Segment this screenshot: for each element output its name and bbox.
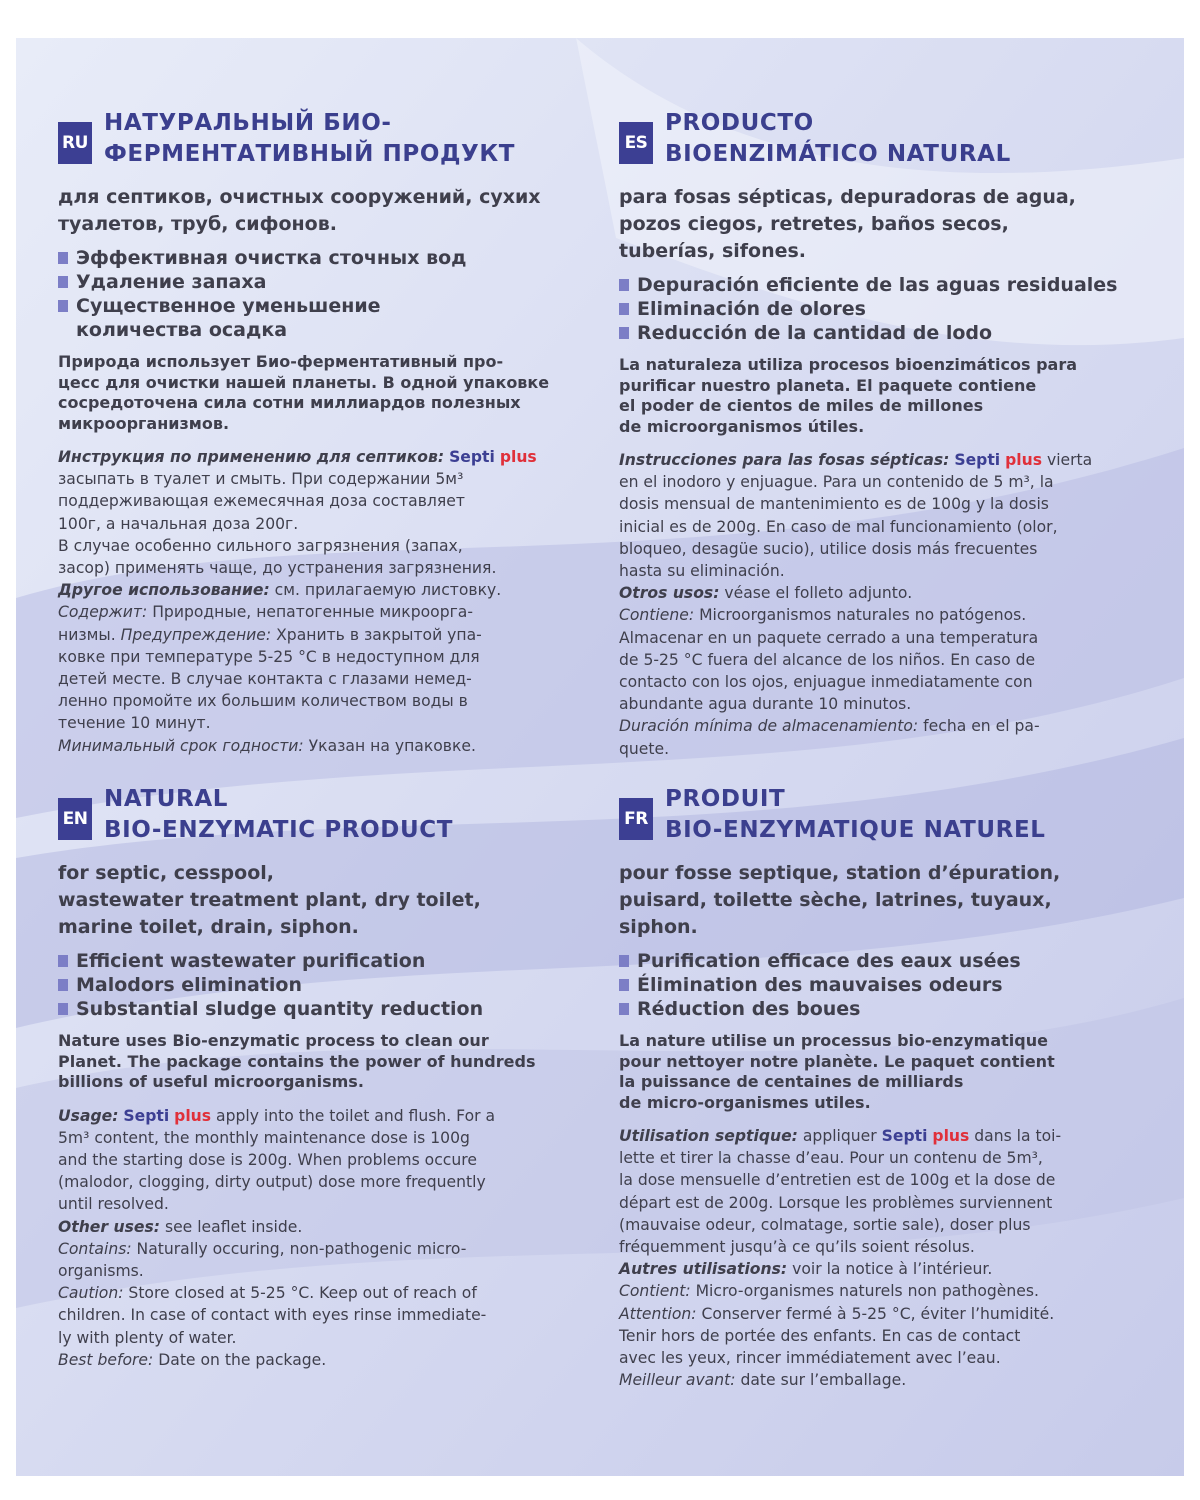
usage-text [58, 446, 588, 757]
best-before-label: Best before: [58, 1350, 154, 1369]
usage-line: inicial es de 200g. En caso de mal funcionamiento (olor, [619, 517, 1058, 536]
usage-line: hasta su eliminación. [619, 562, 785, 581]
bullet-square-icon [619, 303, 629, 315]
best-before-text: Указан на упаковке. [308, 736, 476, 755]
contains-text: низмы. [58, 625, 116, 644]
benefit-item [619, 949, 1149, 973]
bullet-square-icon [619, 955, 629, 967]
usage-line: В случае особенно сильного загрязнения (запах, [58, 536, 463, 555]
usage-line: (mauvaise odeur, colmatage, sortie sale), doser plus [619, 1215, 1031, 1234]
bullet-square-icon [619, 1003, 629, 1015]
nature-line: La nature utilise un processus bio-enzymatique [619, 1031, 1048, 1050]
benefit-item [58, 294, 588, 342]
contains-line: contacto con los ojos, enjuague inmediatamente con [619, 673, 1033, 692]
benefit-text: Eliminación de olores [637, 298, 866, 320]
benefit-item [58, 997, 588, 1021]
package-panel [16, 38, 1184, 1476]
nature-line: la puissance de centaines de milliards [619, 1072, 964, 1091]
intro-line: pour fosse septique, station d’épuration, [619, 862, 1061, 884]
contains-label: Contient: [619, 1282, 691, 1301]
intro-line: for septic, cesspool, [58, 862, 274, 884]
usage-label: Usage: [58, 1106, 119, 1125]
contains-line: abundante agua durante 10 minutos. [619, 695, 912, 714]
benefit-item [58, 949, 588, 973]
brand-name: Septi [954, 451, 1001, 469]
bullet-square-icon [619, 979, 629, 991]
brand-name: Septi [123, 1106, 170, 1125]
contains-line: de 5-25 °C fuera del alcance de los niños. En caso de [619, 650, 1036, 669]
usage-text [619, 449, 1149, 760]
nature-line: микроорганизмов. [58, 413, 230, 433]
caution-label: Attention: [619, 1304, 697, 1323]
caution-text: Хранить в закрытой упа- [276, 625, 482, 644]
nature-text [58, 1031, 588, 1093]
nature-text [619, 1031, 1149, 1113]
contains-text: Природные, непатогенные микроорга- [152, 603, 473, 622]
nature-text [619, 355, 1149, 437]
best-before-text: date sur l’emballage. [740, 1371, 907, 1390]
caution-text: Store closed at 5-25 °C. Keep out of reach of [128, 1284, 477, 1303]
section-ru [58, 108, 588, 757]
usage-line: засор) применять чаще, до устранения загрязнения. [58, 559, 497, 578]
usage-label: Utilisation septique: [619, 1127, 798, 1145]
nature-text [58, 352, 588, 434]
section-heading [58, 784, 588, 846]
lang-badge-es: ES [619, 122, 653, 164]
caution-line: детей месте. В случае контакта с глазами немед- [58, 670, 472, 689]
section-heading [619, 108, 1149, 170]
benefit-item [619, 973, 1149, 997]
usage-line: départ est de 200g. Lorsque les problèmes surviennent [619, 1193, 1053, 1212]
intro-line: para fosas sépticas, depuradoras de agua, [619, 186, 1076, 208]
best-before-label: Meilleur avant: [619, 1371, 736, 1390]
bullet-square-icon [58, 300, 68, 312]
brand-plus: plus [932, 1127, 970, 1145]
lang-badge-fr: FR [619, 798, 653, 840]
lang-badge-en: EN [58, 798, 92, 840]
nature-line: billions of useful microorganisms. [58, 1072, 364, 1091]
benefit-text: Эффективная очистка сточных вод [76, 247, 467, 269]
nature-line: цесс для очистки нашей планеты. В одной упаковке [58, 372, 550, 392]
contains-text: Micro-organismes naturels non pathogènes. [695, 1282, 1039, 1301]
best-before-text: fecha en el pa- [923, 717, 1040, 736]
lang-badge-ru: RU [58, 122, 92, 164]
usage-text [619, 1125, 1149, 1391]
benefit-item [619, 321, 1149, 345]
benefit-item [58, 270, 588, 294]
intro-line: marine toilet, drain, siphon. [58, 916, 359, 938]
caution-line: Tenir hors de portée des enfants. En cas de contact [619, 1326, 1021, 1345]
benefit-item [58, 973, 588, 997]
other-uses-label: Autres utilisations: [619, 1260, 788, 1279]
title-line: НАТУРАЛЬНЫЙ БИО- [104, 110, 392, 136]
intro-line: wastewater treatment plant, dry toilet, [58, 889, 481, 911]
benefit-text: Réduction des boues [637, 998, 861, 1020]
best-before-label: Минимальный срок годности: [58, 736, 304, 755]
benefit-text: Существенное уменьшение [76, 295, 381, 317]
benefit-item [619, 297, 1149, 321]
contains-text: Microorganismos naturales no patógenos. [699, 606, 1027, 625]
brand-plus: plus [174, 1106, 212, 1125]
title-line: BIO-ENZYMATIC PRODUCT [104, 817, 453, 843]
usage-line: засыпать в туалет и смыть. При содержании 5м³ [58, 470, 464, 489]
bullet-square-icon [58, 252, 68, 264]
caution-label: Caution: [58, 1284, 124, 1303]
section-heading [58, 108, 588, 170]
nature-line: purificar nuestro planeta. El paquete contiene [619, 375, 1037, 395]
best-before-text: Date on the package. [158, 1350, 327, 1369]
contains-line: organisms. [58, 1261, 144, 1280]
usage-label: Инструкция по применению для септиков: [58, 448, 445, 466]
other-uses-label: Other uses: [58, 1217, 160, 1236]
brand-name: Septi [881, 1127, 928, 1145]
brand-plus: plus [1005, 451, 1042, 469]
other-uses-label: Otros usos: [619, 584, 720, 603]
other-uses-label: Другое использование: [58, 581, 270, 600]
brand-name: Septi [449, 448, 495, 466]
usage-text: vierta [1046, 451, 1093, 469]
contains-label: Contiene: [619, 606, 695, 625]
caution-line: течение 10 минут. [58, 714, 211, 733]
usage-line: and the starting dose is 200g. When problems occure [58, 1150, 477, 1169]
intro-line: tuberías, sifones. [619, 240, 807, 262]
benefit-list [58, 246, 588, 342]
benefit-text: Substantial sludge quantity reduction [76, 998, 484, 1020]
benefit-list [619, 273, 1149, 345]
intro-text [58, 860, 588, 941]
contains-line: Almacenar en un paquete cerrado a una temperatura [619, 628, 1039, 647]
nature-line: Природа использует Био-ферментативный про- [58, 352, 504, 371]
intro-text [619, 860, 1149, 941]
bullet-square-icon [619, 327, 629, 339]
benefit-text: Malodors elimination [76, 974, 302, 996]
benefit-text: Purification efficace des eaux usées [637, 950, 1021, 972]
bullet-square-icon [58, 955, 68, 967]
intro-text [58, 184, 588, 238]
section-fr [619, 784, 1149, 1391]
contains-text: Naturally occuring, non-pathogenic micro- [136, 1239, 467, 1258]
usage-line: fréquemment jusqu’à ce qu’ils soient résolus. [619, 1238, 975, 1257]
nature-line: Nature uses Bio-enzymatic process to clean our [58, 1031, 489, 1050]
title-line: ФЕРМЕНТАТИВНЫЙ ПРОДУКТ [104, 141, 516, 167]
section-heading [619, 784, 1149, 846]
intro-line: для септиков, очистных сооружений, сухих [58, 186, 541, 208]
caution-text: Conserver fermé à 5-25 °C, éviter l’humidité. [701, 1304, 1055, 1323]
other-uses-text: see leaflet inside. [164, 1217, 303, 1236]
intro-text [619, 184, 1149, 265]
intro-line: siphon. [619, 916, 698, 938]
title-line: BIO-ENZYMATIQUE NATUREL [665, 817, 1046, 843]
nature-line: сосредоточена сила сотни миллиардов полезных [58, 393, 521, 412]
benefit-text: Reducción de la cantidad de lodo [637, 322, 993, 344]
usage-line: until resolved. [58, 1195, 169, 1214]
bullet-square-icon [58, 979, 68, 991]
usage-line: (malodor, clogging, dirty output) dose more frequently [58, 1173, 486, 1192]
best-before-label: Duración mínima de almacenamiento: [619, 717, 919, 736]
section-es [619, 108, 1149, 760]
other-uses-text: véase el folleto adjunto. [724, 584, 913, 603]
benefit-item [619, 997, 1149, 1021]
usage-line: bloqueo, desagüe sucio), utilice dosis más frecuentes [619, 539, 1038, 558]
contains-label: Contains: [58, 1239, 132, 1258]
other-uses-text: см. прилагаемую листовку. [274, 581, 502, 600]
caution-line: avec les yeux, rincer immédiatement avec l’eau. [619, 1349, 1001, 1368]
usage-line: поддерживающая ежемесячная доза составляет [58, 492, 465, 511]
usage-text: apply into the toilet and flush. For a [216, 1106, 496, 1125]
benefit-item [58, 246, 588, 270]
usage-line: en el inodoro y enjuague. Para un contenido de 5 m³, la [619, 473, 1054, 492]
caution-label: Предупреждение: [120, 625, 272, 644]
nature-line: el poder de cientos de miles de millones [619, 396, 984, 415]
usage-line: 100г, а начальная доза 200г. [58, 514, 299, 533]
nature-line: de microorganismos útiles. [619, 416, 865, 436]
usage-line: dosis mensual de mantenimiento es de 100g y la dosis [619, 495, 1049, 514]
usage-text: appliquer [802, 1127, 877, 1145]
usage-line: la dose mensuelle d’entretien est de 100g et la dose de [619, 1171, 1056, 1190]
title-line: NATURAL [104, 786, 228, 812]
nature-line: de micro-organismes utiles. [619, 1092, 871, 1112]
benefit-text: Удаление запаха [76, 271, 267, 293]
benefit-list [58, 949, 588, 1021]
title-line: PRODUIT [665, 786, 786, 812]
bullet-square-icon [58, 1003, 68, 1015]
benefit-text: количества осадка [76, 319, 288, 341]
nature-line: pour nettoyer notre planète. Le paquet contient [619, 1051, 1055, 1071]
nature-line: Planet. The package contains the power of hundreds [58, 1051, 536, 1071]
caution-line: children. In case of contact with eyes rinse immediate- [58, 1306, 487, 1325]
bullet-square-icon [58, 276, 68, 288]
bullet-square-icon [619, 279, 629, 291]
benefit-list [619, 949, 1149, 1021]
benefit-text: Élimination des mauvaises odeurs [637, 974, 1003, 996]
usage-line: lette et tirer la chasse d’eau. Pour un contenu de 5m³, [619, 1149, 1043, 1168]
title-line: PRODUCTO [665, 110, 814, 136]
usage-text [58, 1105, 588, 1371]
best-before-line: quete. [619, 739, 670, 758]
caution-line: ковке при температуре 5-25 °С в недоступном для [58, 647, 480, 666]
other-uses-text: voir la notice à l’intérieur. [792, 1260, 993, 1279]
title-line: BIOENZIMÁTICO NATURAL [665, 141, 1011, 167]
contains-label: Содержит: [58, 603, 148, 622]
benefit-text: Efficient wastewater purification [76, 950, 426, 972]
nature-line: La naturaleza utiliza procesos bioenzimáticos para [619, 355, 1078, 374]
section-en [58, 784, 588, 1371]
usage-label: Instrucciones para las fosas sépticas: [619, 451, 950, 469]
intro-line: pozos ciegos, retretes, baños secos, [619, 213, 1009, 235]
benefit-text: Depuración eficiente de las aguas residuales [637, 274, 1118, 296]
caution-line: ly with plenty of water. [58, 1328, 237, 1347]
usage-text: dans la toi- [974, 1127, 1062, 1145]
intro-line: туалетов, труб, сифонов. [58, 213, 337, 235]
usage-line: 5m³ content, the monthly maintenance dose is 100g [58, 1128, 470, 1147]
intro-line: puisard, toilette sèche, latrines, tuyaux, [619, 889, 1052, 911]
benefit-item [619, 273, 1149, 297]
brand-plus: plus [499, 448, 537, 466]
caution-line: ленно промойте их большим количеством воды в [58, 692, 468, 711]
